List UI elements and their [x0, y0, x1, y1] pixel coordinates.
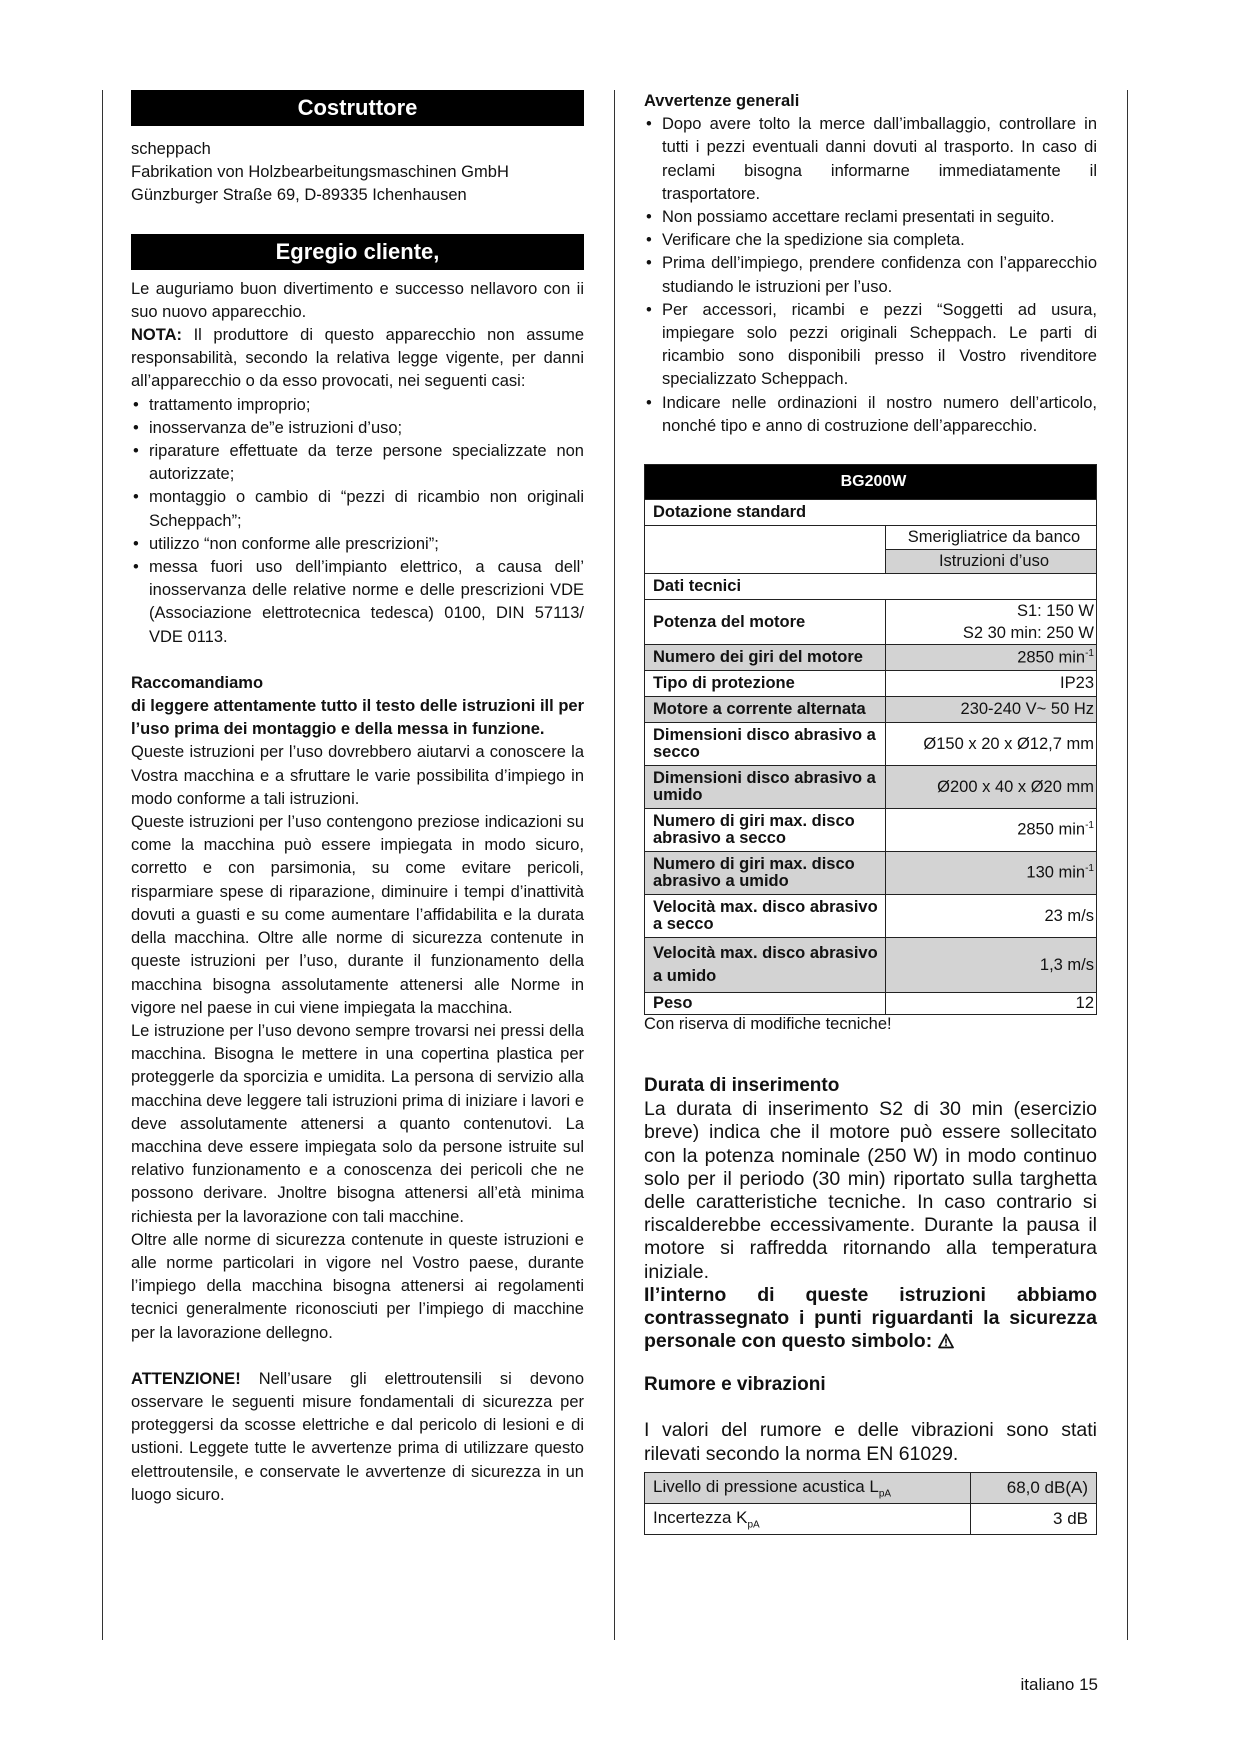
incertezza-text: Incertezza K	[653, 1507, 748, 1527]
giri-umido-value	[886, 852, 1097, 895]
riserva-note: Con riserva di modifiche tecniche!	[644, 1015, 892, 1034]
giri-secco-number: 2850 min	[1017, 820, 1086, 839]
giri-umido-number: 130 min	[1026, 863, 1086, 882]
nota-paragraph	[131, 324, 584, 394]
durata-safety-note	[644, 1284, 1097, 1354]
cliente-heading: Egregio cliente,	[131, 234, 584, 270]
nota-label: NOTA:	[131, 326, 183, 345]
dim-umido-label: Dimensioni disco abrasivo a umido	[645, 766, 886, 809]
attenzione-label: ATTENZIONE!	[131, 1369, 241, 1388]
raccomandiamo-heading: Raccomandiamo	[131, 673, 264, 692]
rumore-heading: Rumore e vibrazioni	[644, 1374, 826, 1396]
list-item: • messa fuori uso dell’impianto elettrico, a causa dell’ inosservanza delle relative norme e delle prescrizioni VDE (Associazione elettrotecnica tedesca) 0100, DIN 57113/ VDE 0113.	[131, 556, 584, 649]
paragraph-2: Queste istruzioni per l’uso contengono preziose indicazioni su come la macchina può essere impiegata in modo sicuro, corretto e con parsimonia, su come evitare pericoli, risparmiare spese di riparazione, diminuire i tempi d’inattività dovuti a guasti e su come aumentare l’affidabilita e la durata della macchina. Oltre alle norme di sicurezza contenute in queste istruzioni per l’uso, durante il funzionamento della macchina bisogna assolutamente attenersi alle Norme in vigore nel paese in cui viene impiegata la macchina.	[131, 813, 584, 1017]
motore-value: 230-240 V~ 50 Hz	[886, 697, 1097, 723]
motore-label: Motore a corrente alternata	[645, 697, 886, 723]
list-item: • Dopo avere tolto la merce dall’imballaggio, controllare in tutti i pezzi eventuali danni dovuti al trasporto. In caso di reclami bisogna informarne immediatamente il trasportatore.	[644, 113, 1097, 206]
potenza-label: Potenza del motore	[645, 600, 886, 645]
giri-secco-exponent: -1	[1085, 820, 1094, 832]
potenza-s2: S2 30 min: 250 W	[962, 624, 1094, 643]
list-item: • Indicare nelle ordinazioni il nostro numero dell’articolo, nonché tipo e anno di costruzione dell’apparecchio.	[644, 392, 1097, 438]
left-column	[131, 90, 584, 1507]
peso-value: 12	[886, 993, 1097, 1015]
page-footer: italiano 15	[1020, 1675, 1098, 1694]
right-margin-rule	[1127, 90, 1128, 1640]
dati-label: Dati tecnici	[645, 574, 1097, 600]
right-column	[644, 90, 1097, 1535]
company-address: Günzburger Straße 69, D-89335 Ichenhausen	[131, 186, 467, 205]
giri-secco-value	[886, 809, 1097, 852]
list-item: • inosservanza de”e istruzioni d’uso;	[131, 417, 584, 440]
avvertenze-heading: Avvertenze generali	[644, 92, 800, 110]
spec-table	[644, 464, 1097, 1015]
incertezza-label	[645, 1503, 971, 1534]
livello-value: 68,0 dB(A)	[971, 1472, 1097, 1503]
costruttore-heading: Costruttore	[131, 90, 584, 126]
left-margin-rule	[102, 90, 103, 1640]
giri-value	[886, 645, 1097, 671]
potenza-value	[886, 600, 1097, 645]
list-item: • Verificare che la spedizione sia completa.	[644, 229, 1097, 252]
paragraph-1: Queste istruzioni per l’uso dovrebbero aiutarvi a conoscere la Vostra macchina e a sfruttare le varie possibilita d’impiego in modo conforme a tali istruzioni.	[131, 743, 584, 808]
dim-secco-value: Ø150 x 20 x Ø12,7 mm	[886, 723, 1097, 766]
spec-model: BG200W	[645, 465, 1097, 500]
list-item: • riparature effettuate da terze persone specializzate non autorizzate;	[131, 440, 584, 486]
incertezza-sub: pA	[747, 1519, 760, 1531]
warning-triangle-icon	[938, 1333, 954, 1349]
vel-umido-label: Velocità max. disco abrasivo a umido	[645, 938, 886, 993]
giri-number: 2850 min	[1017, 648, 1086, 667]
vel-umido-value: 1,3 m/s	[886, 938, 1097, 993]
giri-label: Numero dei giri del motore	[645, 645, 886, 671]
giri-umido-exponent: -1	[1085, 863, 1094, 875]
list-item: • Per accessori, ricambi e pezzi “Soggetti ad usura, impiegare solo pezzi originali Scheppach. Le parti di ricambio sono disponibili presso il Vostro rivenditore specializzato Scheppach.	[644, 299, 1097, 392]
durata-text: La durata di inserimento S2 di 30 min (esercizio breve) indica che il motore può essere sollecitato con la potenza nominale (250 W) in modo continuo solo per il periodo (30 min) riportato sulla targhetta delle caratteristiche tecniche. In caso contrario si riscalderebbe eccessivamente. Durante la pausa il motore si raffredda ritornando alla temperatura iniziale.	[644, 1098, 1097, 1283]
nota-list	[131, 394, 584, 649]
company-full-name: Fabrikation von Holzbearbeitungsmaschinen GmbH	[131, 163, 509, 182]
list-item: • Non possiamo accettare reclami presentati in seguito.	[644, 206, 1097, 229]
list-item: • utilizzo “non conforme alle prescrizioni”;	[131, 533, 584, 556]
livello-sub: pA	[878, 1488, 892, 1500]
avvertenze-list	[644, 113, 1097, 438]
attenzione-text: Nell’usare gli elettroutensili si devono osservare le seguenti misure fondamentali di sicurezza per proteggersi da scosse elettriche e dal pericolo di lesioni e di ustioni. Leggete tutte le avvertenze prima di utilizzare questo elettroutensile, e conservate le avvertenze di sicurezza in un luogo sicuro.	[131, 1369, 584, 1504]
dotazione-item: Istruzioni d’uso	[886, 550, 1097, 574]
list-item: • Prima dell’impiego, prendere confidenza con l’apparecchio studiando le istruzioni per l’uso.	[644, 252, 1097, 298]
dim-secco-label: Dimensioni disco abrasivo a secco	[645, 723, 886, 766]
list-item: • trattamento improprio;	[131, 394, 584, 417]
noise-table	[644, 1472, 1097, 1535]
dotazione-item: Smerigliatrice da banco	[886, 526, 1097, 550]
peso-label: Peso	[645, 993, 886, 1015]
potenza-s1: S1: 150 W	[1016, 602, 1094, 621]
dim-umido-value: Ø200 x 40 x Ø20 mm	[886, 766, 1097, 809]
empty-cell	[645, 526, 886, 574]
attenzione-paragraph	[131, 1368, 584, 1507]
center-column-rule	[614, 90, 615, 1640]
nota-text: Il produttore di questo apparecchio non assume responsabilità, secondo la relativa legge vigente, per danni all’apparecchio o da esso provocati, nei seguenti casi:	[131, 326, 584, 391]
livello-text: Livello di pressione acustica L	[653, 1476, 879, 1496]
paragraph-4: Oltre alle norme di sicurezza contenute in queste istruzioni e alle norme particolari in vigore nel Vostro paese, durante l’impiego della macchina bisogna attenersi ai regolamenti tecnici generalmente riconosciuti per l’impiego di macchine per la lavorazione dellegno.	[131, 1230, 584, 1342]
list-item: • montaggio o cambio di “pezzi di ricambio non originali Scheppach”;	[131, 486, 584, 532]
vel-secco-label: Velocità max. disco abrasivo a secco	[645, 895, 886, 938]
incertezza-value: 3 dB	[971, 1503, 1097, 1534]
company-name: scheppach	[131, 140, 211, 158]
raccomandiamo-text: di leggere attentamente tutto il testo delle istruzioni ill per l’uso prima dei montaggio e della messa in funzione.	[131, 697, 584, 739]
rumore-text: I valori del rumore e delle vibrazioni sono stati rilevati secondo la norma EN 61029.	[644, 1419, 1097, 1465]
giri-umido-label: Numero di giri max. disco abrasivo a umido	[645, 852, 886, 895]
vel-secco-value: 23 m/s	[886, 895, 1097, 938]
protezione-value: IP23	[886, 671, 1097, 697]
durata-safety-text: Il’interno di queste istruzioni abbiamo contrassegnato i punti riguardanti la sicurezza personale con questo simbolo:	[644, 1283, 1097, 1353]
durata-heading: Durata di inserimento	[644, 1075, 840, 1097]
intro-paragraph: Le auguriamo buon divertimento e successo nellavoro con ii suo nuovo apparecchio.	[131, 279, 584, 321]
dotazione-label: Dotazione standard	[645, 500, 1097, 526]
paragraph-3: Le istruzione per l’uso devono sempre trovarsi nei pressi della macchina. Bisogna le mettere in una copertina plastica per proteggerle da sporcizia e umidita. La persona di servizio alla macchina deve leggere tali istruzioni prima di iniziare i lavori e deve assolutamente attenersi a quanto contenutovi. La macchina deve essere impiegata solo da persone istruite sul relativo funzionamento e a conoscenza dei pericoli che ne possono derivare. Jnoltre bisogna attenersi all’età minima richiesta per la lavorazione con tali macchine.	[131, 1021, 584, 1226]
giri-exponent: -1	[1085, 647, 1094, 659]
livello-label	[645, 1472, 971, 1503]
giri-secco-label: Numero di giri max. disco abrasivo a secco	[645, 809, 886, 852]
protezione-label: Tipo di protezione	[645, 671, 886, 697]
